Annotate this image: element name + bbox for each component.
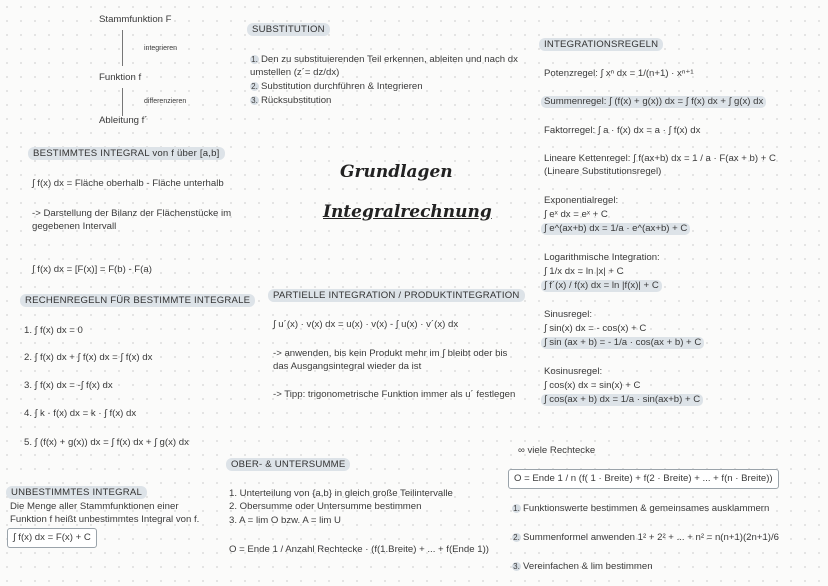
kosinusregel-1: ∫ cos(x) dx = sin(x) + C — [544, 380, 641, 391]
exponentialregel-1: ∫ eˣ dx = eˣ + C — [544, 209, 608, 220]
exponentialregel-2: ∫ e^(ax+b) dx = 1/a · e^(ax+b) + C — [541, 223, 690, 235]
partiell-tipp: -> Tipp: trigonometrische Funktion immer als u´ festlegen — [273, 389, 516, 400]
partiell-formula: ∫ u´(x) · v(x) dx = u(x) · v(x) - ∫ u(x) · v´(x) dx — [273, 319, 459, 330]
substitution-step-1 — [250, 54, 518, 66]
kettenregel-note: (Lineare Substitutionsregel) — [544, 166, 662, 177]
rechtecke-formula: O = Ende 1 / n (f( 1 · Breite) + f(2 · Breite) + ... + f(n · Breite)) — [508, 469, 779, 489]
substitution-step-3-text: Rücksubstitution — [261, 95, 332, 106]
diagram-up-label: integrieren — [144, 45, 178, 52]
substitution-step-1-text: Den zu substituierenden Teil erkennen, ableiten und nach dx — [261, 54, 518, 65]
substitution-step-2-text: Substitution durchführen & Integrieren — [261, 81, 423, 92]
unbestimmt-heading: UNBESTIMMTES INTEGRAL — [6, 486, 147, 499]
diagram-middle: Funktion f — [99, 72, 142, 83]
rechenregeln-heading: RECHENREGELN FÜR BESTIMMTE INTEGRALE — [20, 294, 255, 307]
partiell-heading: PARTIELLE INTEGRATION / PRODUKTINTEGRATION — [268, 289, 525, 302]
rechtecke-step-2-text: Summenformel anwenden 1² + 2² + ... + n² = n(n+1)(2n+1)/6 — [523, 532, 779, 543]
unbestimmt-formula: ∫ f(x) dx = F(x) + C — [7, 528, 97, 548]
sinusregel: Sinusregel: — [544, 309, 592, 320]
partiell-note2: das Ausgangsintegral wieder da ist — [273, 361, 422, 372]
kettenregel: Lineare Kettenregel: ∫ f(ax+b) dx = 1 / a · F(ax + b) + C — [544, 153, 776, 164]
step-number: 2. — [513, 533, 520, 542]
partiell-note1: -> anwenden, bis kein Produkt mehr im ∫ bleibt oder bis — [273, 348, 508, 359]
regeln-heading: INTEGRATIONSREGELN — [539, 38, 663, 51]
rechtecke-step-1 — [512, 503, 769, 515]
potenzregel: Potenzregel: ∫ xⁿ dx = 1/(n+1) · xⁿ⁺¹ — [544, 68, 694, 79]
unbestimmt-text2: Funktion f heißt unbestimmtes Integral von f. — [10, 514, 200, 525]
faktorregel: Faktorregel: ∫ a · f(x) dx = a · ∫ f(x) dx — [544, 125, 701, 136]
step-number: 3. — [251, 96, 258, 105]
title-line1: Grundlagen — [340, 162, 453, 182]
substitution-heading: SUBSTITUTION — [247, 23, 330, 36]
exponentialregel: Exponentialregel: — [544, 195, 619, 206]
obersumme-formula: O = Ende 1 / Anzahl Rechtecke · (f(1.Breite) + ... + f(Ende 1)) — [229, 544, 489, 555]
obersumme-l2: 2. Obersumme oder Untersumme bestimmen — [229, 501, 422, 512]
sinusregel-1: ∫ sin(x) dx = - cos(x) + C — [544, 323, 647, 334]
log-integration-1: ∫ 1/x dx = ln |x| + C — [544, 266, 624, 277]
summenregel: Summenregel: ∫ (f(x) + g(x)) dx = ∫ f(x) dx + ∫ g(x) dx — [541, 96, 766, 108]
title-line2: Integralrechnung — [323, 202, 492, 222]
substitution-step-2 — [250, 81, 423, 93]
bestimmt-formula1: ∫ f(x) dx = Fläche oberhalb - Fläche unterhalb — [32, 178, 224, 189]
rechtecke-step-3 — [512, 561, 653, 573]
rechtecke-heading: ∞ viele Rechtecke — [518, 445, 596, 456]
log-integration-2: ∫ f´(x) / f(x) dx = ln |f(x)| + C — [541, 280, 662, 292]
step-number: 2. — [251, 82, 258, 91]
rechtecke-step-2 — [512, 532, 779, 544]
sinusregel-2: ∫ sin (ax + b) = - 1/a · cos(ax + b) + C — [541, 337, 704, 349]
rechtecke-step-1-text: Funktionswerte bestimmen & gemeinsames ausklammern — [523, 503, 770, 514]
obersumme-l1: 1. Unterteilung von {a,b} in gleich große Teilintervalle — [229, 488, 453, 499]
down-arrow-icon — [122, 88, 123, 116]
rechenregel-4: 4. ∫ k · f(x) dx = k · ∫ f(x) dx — [24, 408, 137, 419]
obersumme-l3: 3. A = lim O bzw. A = lim U — [229, 515, 341, 526]
unbestimmt-text1: Die Menge aller Stammfunktionen einer — [10, 501, 179, 512]
bestimmt-formula2: ∫ f(x) dx = [F(x)] = F(b) - F(a) — [32, 264, 152, 275]
kosinusregel-2: ∫ cos(ax + b) dx = 1/a · sin(ax+b) + C — [541, 394, 703, 406]
substitution-step-1b: umstellen (z´= dz/dx) — [250, 67, 340, 78]
diagram-bottom: Ableitung f´ — [99, 115, 148, 126]
rechenregel-5: 5. ∫ (f(x) + g(x)) dx = ∫ f(x) dx + ∫ g(x) dx — [24, 437, 189, 448]
rechenregel-2: 2. ∫ f(x) dx + ∫ f(x) dx = ∫ f(x) dx — [24, 352, 153, 363]
step-number: 1. — [513, 504, 520, 513]
kosinusregel: Kosinusregel: — [544, 366, 603, 377]
obersumme-heading: OBER- & UNTERSUMME — [226, 458, 350, 471]
diagram-down-label: differenzieren — [144, 98, 187, 105]
rechenregel-1: 1. ∫ f(x) dx = 0 — [24, 325, 83, 336]
diagram-top: Stammfunktion F — [99, 14, 172, 25]
bestimmt-heading: BESTIMMTES INTEGRAL von f über [a,b] — [28, 147, 225, 160]
step-number: 1. — [251, 55, 258, 64]
step-number: 3. — [513, 562, 520, 571]
rechtecke-step-3-text: Vereinfachen & lim bestimmen — [523, 561, 653, 572]
bestimmt-note2: gegebenen Intervall — [32, 221, 117, 232]
up-arrow-icon — [122, 30, 123, 66]
bestimmt-note1: -> Darstellung der Bilanz der Flächenstücke im — [32, 208, 232, 219]
substitution-step-3 — [250, 95, 331, 107]
log-integration: Logarithmische Integration: — [544, 252, 660, 263]
rechenregel-3: 3. ∫ f(x) dx = -∫ f(x) dx — [24, 380, 113, 391]
